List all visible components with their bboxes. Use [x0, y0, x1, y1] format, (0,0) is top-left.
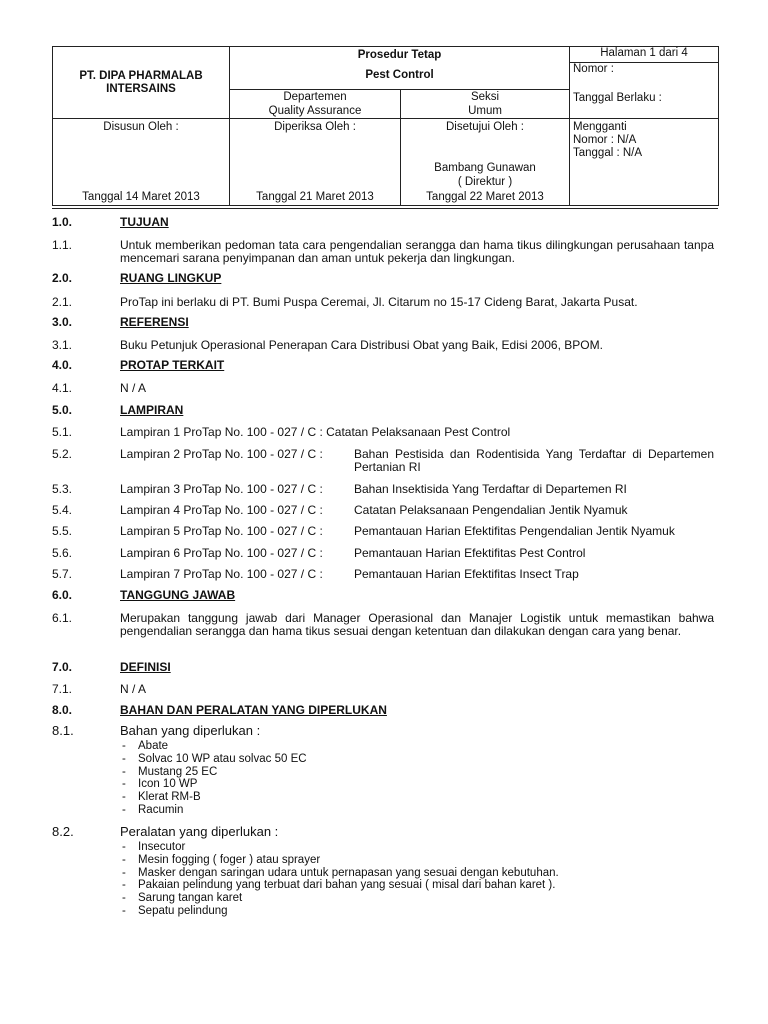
- section-title: DEFINISI: [120, 660, 171, 674]
- replaces-label: Mengganti: [573, 121, 627, 133]
- replaces-cell: [570, 119, 719, 206]
- clause-text: N / A: [120, 682, 147, 696]
- attachment-description: Bahan Pestisida dan Rodentisida Yang Terdaftar di Departemen Pertanian RI: [354, 447, 714, 474]
- clause-text: ProTap ini berlaku di PT. Bumi Puspa Ceremai, Jl. Citarum no 15-17 Cideng Barat, Jakarta Pusat.: [120, 295, 638, 309]
- document-type: Prosedur Tetap: [230, 47, 570, 63]
- materials-list: [120, 740, 307, 817]
- prepared-date: Tanggal 14 Maret 2013: [82, 191, 200, 203]
- company-name: PT. DIPA PHARMALAB INTERSAINS: [53, 47, 230, 119]
- clause-number: 3.1.: [52, 338, 73, 352]
- section-title: BAHAN DAN PERALATAN YANG DIPERLUKAN: [120, 703, 387, 717]
- list-item: - Mustang 25 EC: [120, 766, 307, 779]
- clause-text: Untuk memberikan pedoman tata cara pengendalian serangga dan hama tikus dilingkungan perusahaan tanpa mencemari sarana penyimpanan dan aman untuk pekerja dan lingkungan.: [120, 238, 714, 265]
- prepared-by-label: Disusun Oleh :: [103, 121, 179, 133]
- clause-text: N / A: [120, 381, 147, 395]
- list-item: - Racumin: [120, 804, 307, 817]
- clause-text: Buku Petunjuk Operasional Penerapan Cara Distribusi Obat yang Baik, Edisi 2006, BPOM.: [120, 338, 603, 352]
- attachment-description: Catatan Pelaksanaan Pengendalian Jentik Nyamuk: [354, 503, 628, 517]
- clause-text: Bahan yang diperlukan :: [120, 723, 261, 738]
- document-number-label: Nomor :: [573, 63, 614, 75]
- department-cell: [230, 90, 401, 119]
- section-title: TUJUAN: [120, 215, 169, 229]
- clause-number: 1.1.: [52, 238, 73, 252]
- list-item: - Pakaian pelindung yang terbuat dari bahan yang sesuai ( misal dari bahan karet ).: [120, 879, 559, 892]
- effective-date-label: Tanggal Berlaku :: [573, 92, 662, 104]
- list-item: - Sarung tangan karet: [120, 892, 559, 905]
- list-item: - Solvac 10 WP atau solvac 50 EC: [120, 753, 307, 766]
- section-number: 8.0.: [52, 703, 73, 717]
- attachment-reference: Lampiran 5 ProTap No. 100 - 027 / C :: [120, 524, 323, 538]
- section-number: 2.0.: [52, 271, 73, 285]
- clause-number: 8.1.: [52, 723, 74, 738]
- checked-by-label: Diperiksa Oleh :: [274, 121, 356, 133]
- section-number: 3.0.: [52, 315, 73, 329]
- section-title: REFERENSI: [120, 315, 189, 329]
- clause-number: 5.5.: [52, 524, 73, 538]
- approver-title: ( Direktur ): [457, 176, 513, 188]
- attachment-description: Pemantauan Harian Efektifitas Pest Control: [354, 546, 586, 560]
- header-number-date-cell: [570, 63, 719, 119]
- attachment-reference: Lampiran 7 ProTap No. 100 - 027 / C :: [120, 567, 323, 581]
- clause-number: 6.1.: [52, 611, 73, 625]
- section-number: 7.0.: [52, 660, 73, 674]
- attachment-text: Lampiran 1 ProTap No. 100 - 027 / C : Catatan Pelaksanaan Pest Control: [120, 425, 511, 439]
- clause-number: 5.7.: [52, 567, 73, 581]
- equipment-list: [120, 841, 559, 918]
- attachment-reference: Lampiran 6 ProTap No. 100 - 027 / C :: [120, 546, 323, 560]
- clause-text: Peralatan yang diperlukan :: [120, 824, 279, 839]
- clause-text: Merupakan tanggung jawab dari Manager Operasional dan Manajer Logistik untuk memastikan bahwa pengendalian serangga dan hama tikus sesuai dengan ketentuan dan dilakukan dengan cara yang benar.: [120, 611, 714, 638]
- list-item: - Masker dengan saringan udara untuk pernapasan yang sesuai dengan kebutuhan.: [120, 867, 559, 880]
- attachment-reference: Lampiran 2 ProTap No. 100 - 027 / C :: [120, 447, 323, 461]
- list-item: - Icon 10 WP: [120, 778, 307, 791]
- clause-number: 5.4.: [52, 503, 73, 517]
- approved-date: Tanggal 22 Maret 2013: [426, 191, 544, 203]
- section-title: PROTAP TERKAIT: [120, 358, 225, 372]
- prepared-by-cell: [53, 119, 230, 206]
- clause-number: 8.2.: [52, 824, 74, 839]
- checked-date: Tanggal 21 Maret 2013: [256, 191, 374, 203]
- list-item: - Insecutor: [120, 841, 559, 854]
- section-number: 1.0.: [52, 215, 73, 229]
- checked-by-cell: [230, 119, 401, 206]
- document-title: Pest Control: [230, 63, 570, 90]
- list-item: - Mesin fogging ( foger ) atau sprayer: [120, 854, 559, 867]
- section-label: Seksi: [470, 90, 500, 103]
- section-number: 6.0.: [52, 588, 73, 602]
- clause-number: 5.3.: [52, 482, 73, 496]
- section-value: Umum: [468, 104, 502, 117]
- clause-number: 5.1.: [52, 425, 73, 439]
- attachment-reference: Lampiran 4 ProTap No. 100 - 027 / C :: [120, 503, 323, 517]
- approver-name: Bambang Gunawan: [434, 162, 536, 174]
- approver-block: [401, 161, 569, 189]
- clause-number: 5.6.: [52, 546, 73, 560]
- list-item: - Abate: [120, 740, 307, 753]
- section-number: 5.0.: [52, 403, 73, 417]
- section-title: LAMPIRAN: [120, 403, 184, 417]
- replaces-date: Tanggal : N/A: [573, 147, 643, 159]
- clause-number: 4.1.: [52, 381, 73, 395]
- approved-by-label: Disetujui Oleh :: [446, 121, 524, 133]
- list-item: - Sepatu pelindung: [120, 905, 559, 918]
- header-divider: [52, 208, 718, 209]
- section-title: RUANG LINGKUP: [120, 271, 222, 285]
- attachment-description: Pemantauan Harian Efektifitas Insect Trap: [354, 567, 579, 581]
- attachment-reference: Lampiran 3 ProTap No. 100 - 027 / C :: [120, 482, 323, 496]
- department-label: Departemen: [283, 90, 347, 103]
- list-item: - Klerat RM-B: [120, 791, 307, 804]
- section-cell: [401, 90, 570, 119]
- replaces-number: Nomor : N/A: [573, 134, 637, 146]
- clause-number: 5.2.: [52, 447, 73, 461]
- attachment-description: Bahan Insektisida Yang Terdaftar di Departemen RI: [354, 482, 627, 496]
- attachment-description: Pemantauan Harian Efektifitas Pengendalian Jentik Nyamuk: [354, 524, 675, 538]
- department-value: Quality Assurance: [268, 104, 362, 117]
- approved-by-cell: [401, 119, 570, 206]
- section-title: TANGGUNG JAWAB: [120, 588, 236, 602]
- clause-number: 2.1.: [52, 295, 73, 309]
- clause-number: 7.1.: [52, 682, 73, 696]
- page-number: Halaman 1 dari 4: [570, 47, 719, 63]
- section-number: 4.0.: [52, 358, 73, 372]
- document-header-table: [52, 46, 719, 206]
